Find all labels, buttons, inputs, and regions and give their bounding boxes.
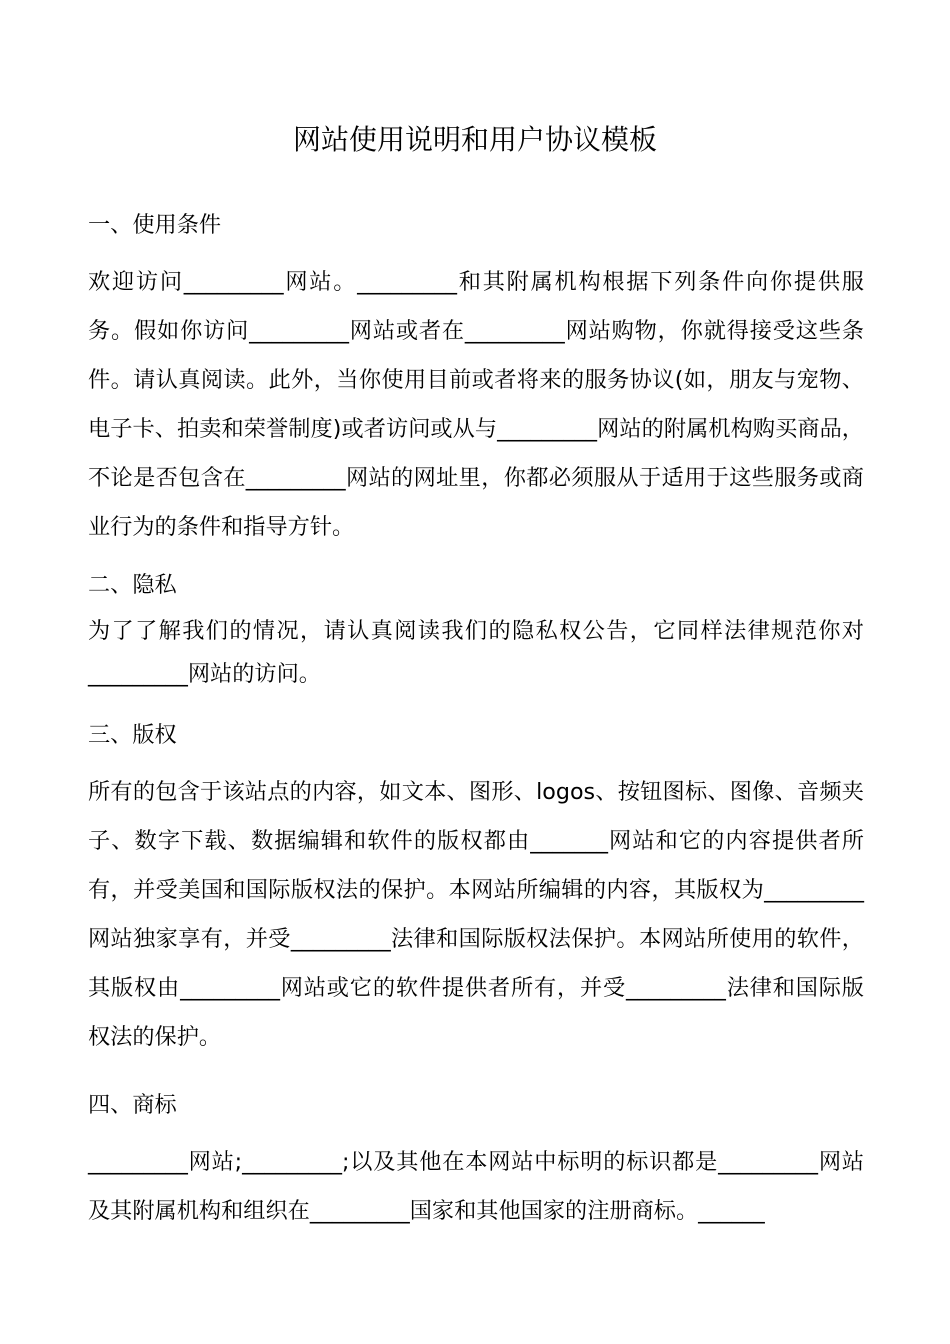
section-heading-copyright: 三、版权 bbox=[88, 722, 177, 748]
section-trademark bbox=[88, 1080, 864, 1236]
document-body bbox=[88, 200, 864, 1236]
section-heading-terms-of-use: 一、使用条件 bbox=[88, 212, 222, 238]
section-paragraph-terms-of-use: 欢迎访问_________网站。_________和其附属机构根据下列条件向你提供服务。假如你访问_________网站或者在_________网站购物，你就得接受这些条件。请认真阅读。此外，当你使用目前或者将来的服务协议(如，朋友与宠物、电子卡、拍卖和荣誉制度)或者访问或从与_________网站的附属机构购买商品，不论是否包含在_________网站的网址里，你都必须服从于适用于这些服务或商业行为的条件和指导方针。 bbox=[88, 269, 864, 540]
section-copyright bbox=[88, 710, 864, 1062]
section-paragraph-trademark: _________网站;_________;以及其他在本网站中标明的标识都是_________网站及其附属机构和组织在_________国家和其他国家的注册商标。______ bbox=[88, 1149, 864, 1224]
document-title: 网站使用说明和用户协议模板 bbox=[292, 123, 657, 156]
section-paragraph-copyright: 所有的包含于该站点的内容，如文本、图形、logos、按钮图标、图像、音频夹子、数字下载、数据编辑和软件的版权都由_______网站和它的内容提供者所有，并受美国和国际版权法的保护。本网站所编辑的内容，其版权为_________网站独家享有，并受_________法律和国际版权法保护。本网站所使用的软件，其版权由_________网站或它的软件提供者所有，并受_________法律和国际版权法的保护。 bbox=[88, 779, 864, 1050]
section-privacy bbox=[88, 560, 864, 696]
section-heading-trademark: 四、商标 bbox=[88, 1092, 177, 1118]
section-terms-of-use bbox=[88, 200, 864, 552]
section-heading-privacy: 二、隐私 bbox=[88, 572, 177, 598]
section-paragraph-privacy: 为了了解我们的情况，请认真阅读我们的隐私权公告，它同样法律规范你对_________网站的访问。 bbox=[88, 618, 864, 687]
